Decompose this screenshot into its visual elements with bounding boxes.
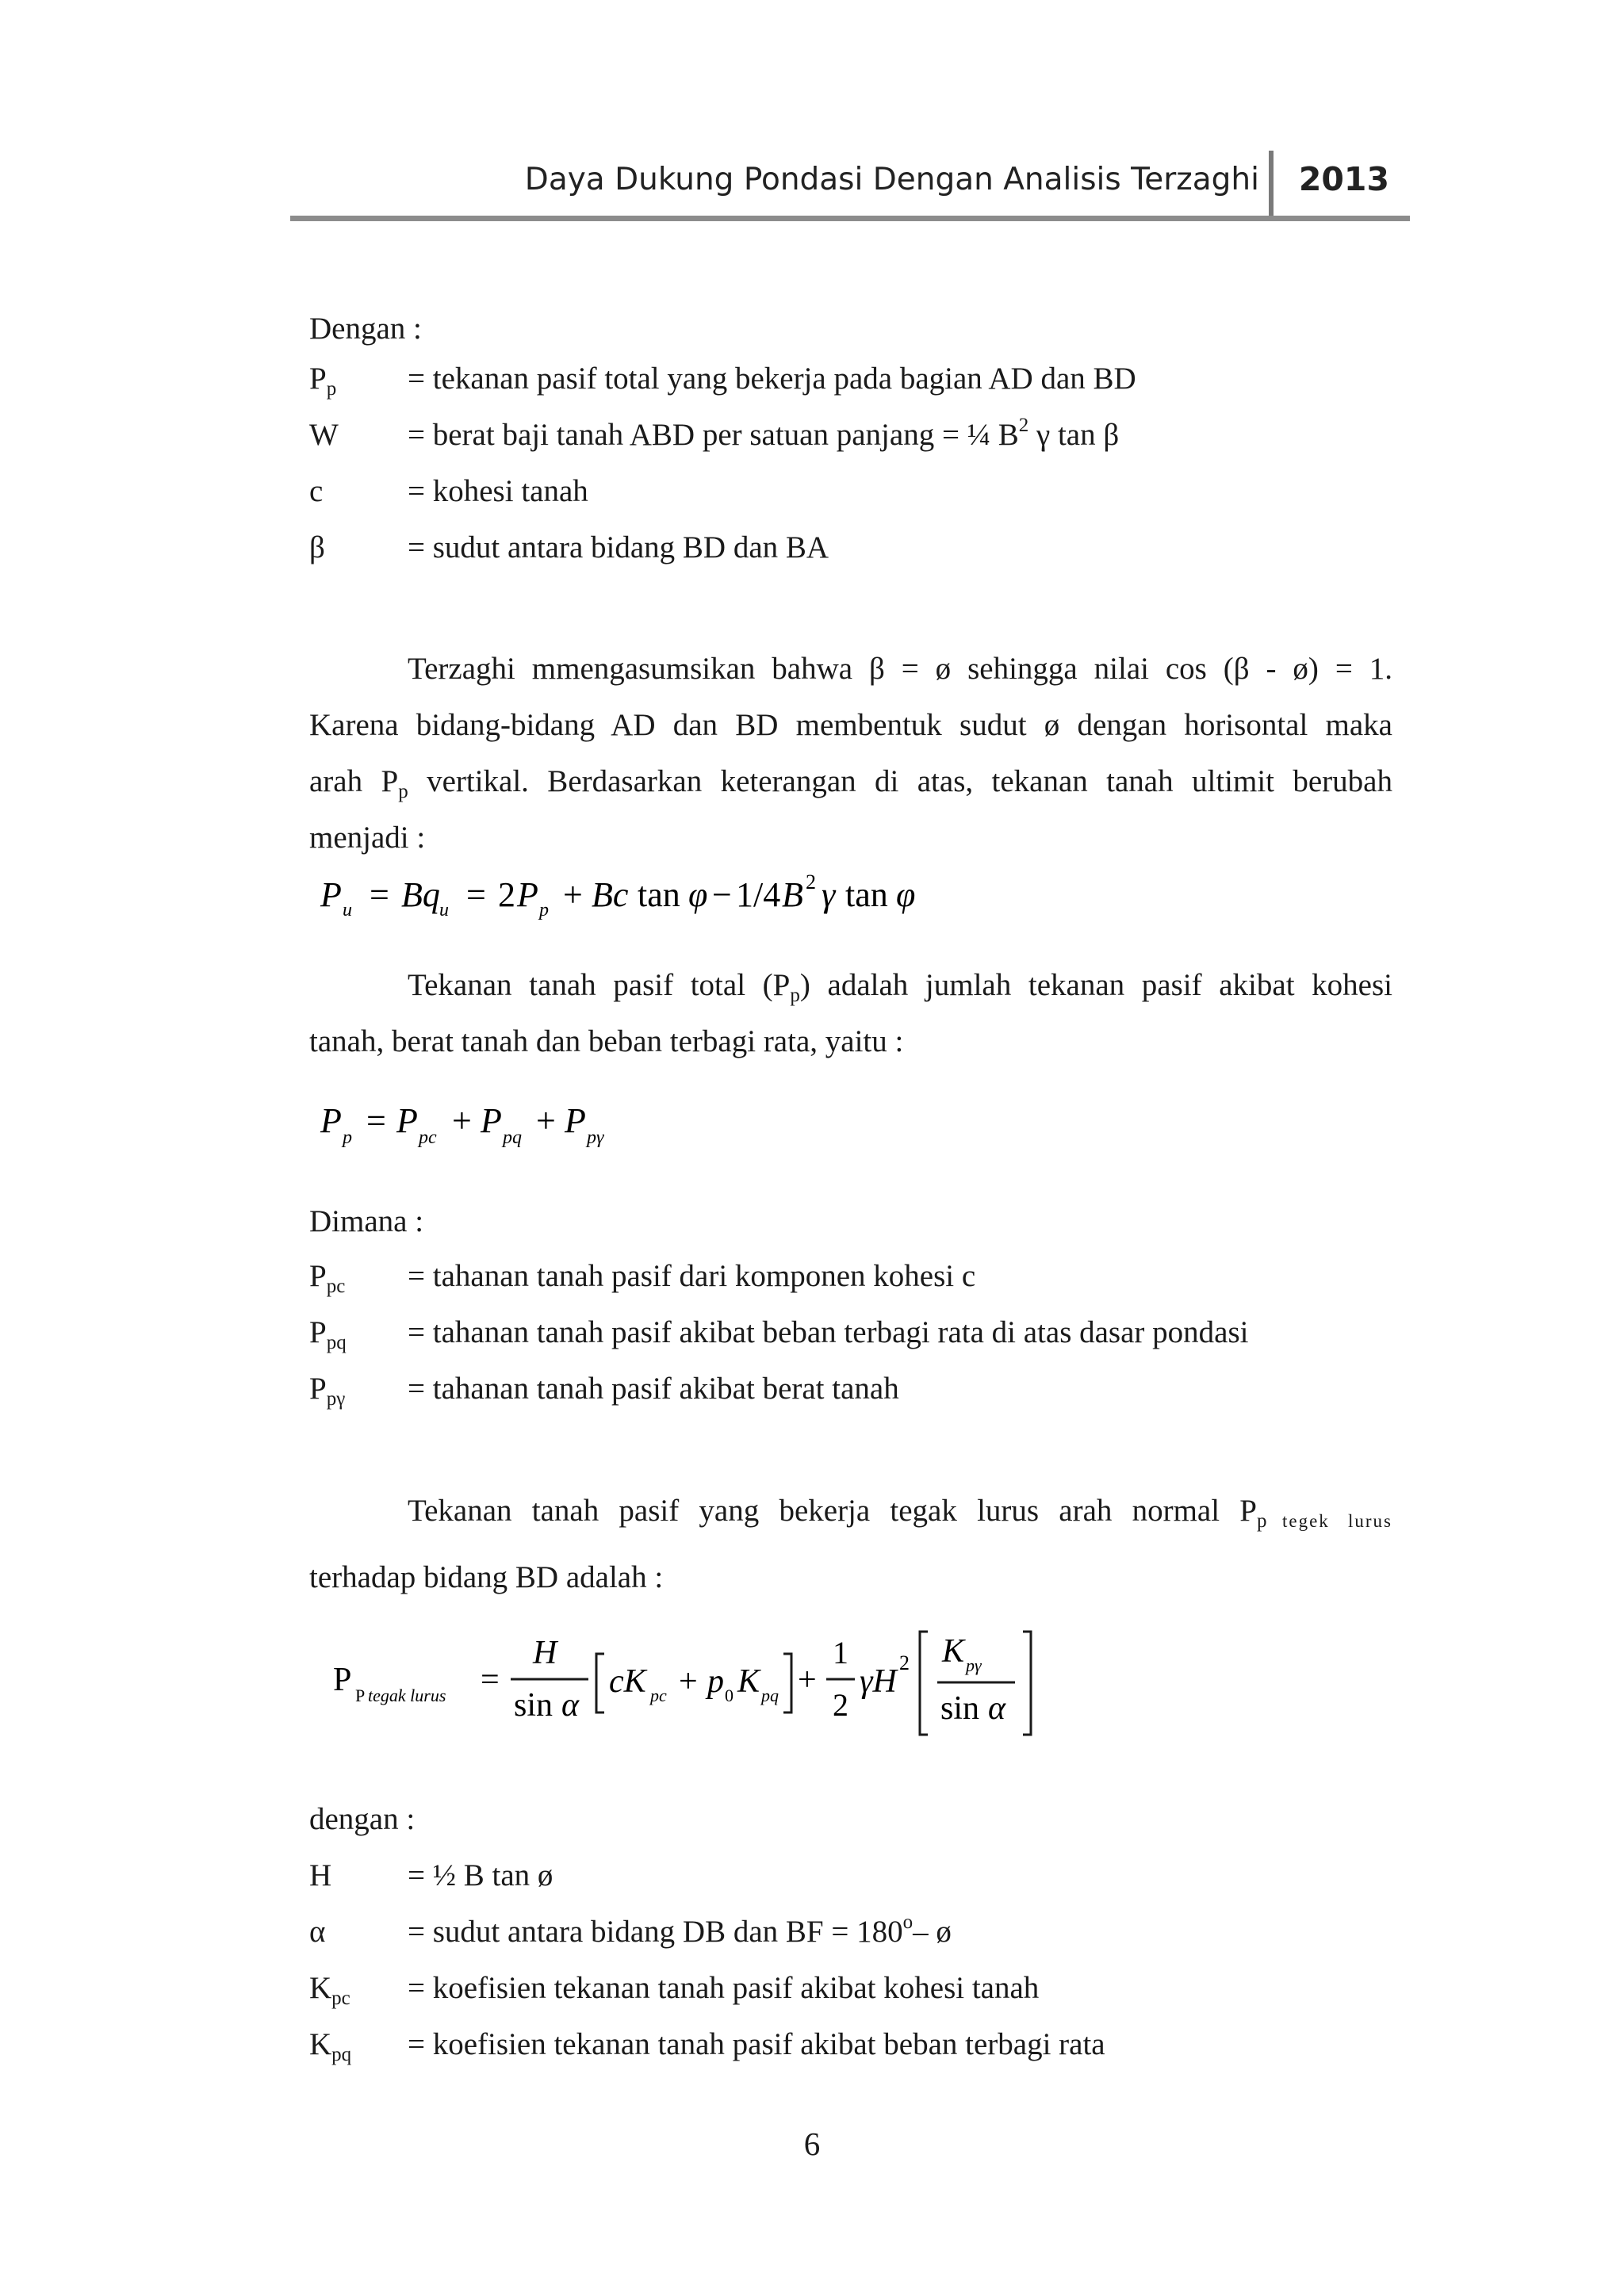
definition-text: = tekanan pasif total yang bekerja pada bagian AD dan BD bbox=[408, 362, 1136, 396]
paragraph-line: Tekanan tanah pasif yang bekerja tegak lurus arah normal $P_p$ $_{tegek lurus}$ bbox=[408, 1494, 1392, 1532]
svg-text:φ: φ bbox=[896, 875, 916, 914]
definition-symbol: $P_{pq}$ bbox=[309, 1315, 347, 1353]
paragraph-line: Terzaghi mmengasumsikan bahwa β = ø sehingga nilai cos (β - ø) = 1. bbox=[408, 652, 1392, 686]
svg-text:0: 0 bbox=[725, 1686, 733, 1705]
definition-symbol: H bbox=[309, 1858, 332, 1892]
paragraph-line: terhadap bidang BD adalah : bbox=[309, 1560, 664, 1594]
definition-text: = berat baji tanah ABD per satuan panjang = ¼ $B^2$ γ tan β bbox=[408, 415, 1120, 452]
svg-text:P: P bbox=[333, 1662, 352, 1698]
svg-text:pγ: pγ bbox=[966, 1655, 982, 1675]
section-lead: Dimana : bbox=[309, 1204, 424, 1238]
svg-text:sin: sin bbox=[940, 1690, 980, 1727]
svg-text:p: p bbox=[539, 900, 549, 920]
definition-symbol: α bbox=[309, 1915, 326, 1949]
svg-text:+: + bbox=[679, 1663, 698, 1700]
header-title: Daya Dukung Pondasi Dengan Analisis Terzaghi bbox=[524, 162, 1259, 197]
svg-text:P: P bbox=[396, 1101, 418, 1140]
svg-text:1/4: 1/4 bbox=[736, 875, 781, 914]
svg-text:K: K bbox=[942, 1633, 965, 1670]
header-rule bbox=[290, 216, 1410, 221]
svg-text:α: α bbox=[561, 1687, 580, 1724]
definition-symbol: $P_{p\gamma}$ bbox=[309, 1372, 346, 1410]
definition-symbol: $P_{pc}$ bbox=[309, 1259, 346, 1297]
svg-text:+: + bbox=[536, 1101, 556, 1140]
svg-text:cK: cK bbox=[609, 1663, 646, 1700]
svg-text:−: − bbox=[712, 875, 732, 914]
definition-text: = ½ B tan ø bbox=[408, 1858, 553, 1892]
definition-text: = tahanan tanah pasif akibat beban terbagi rata di atas dasar pondasi bbox=[408, 1315, 1249, 1349]
svg-text:=: = bbox=[481, 1662, 500, 1698]
svg-text:pq: pq bbox=[761, 1686, 779, 1705]
definition-symbol: $P_p$ bbox=[309, 362, 337, 400]
svg-text:φ: φ bbox=[688, 875, 708, 914]
svg-text:+: + bbox=[798, 1662, 817, 1698]
svg-text:2: 2 bbox=[498, 875, 515, 914]
equation-graphic bbox=[317, 868, 952, 932]
svg-text:α: α bbox=[988, 1690, 1006, 1727]
svg-text:pc: pc bbox=[419, 1127, 437, 1148]
paragraph-line: Karena bidang-bidang AD dan BD membentuk sudut ø dengan horisontal maka bbox=[309, 708, 1392, 742]
paragraph bbox=[309, 641, 1392, 866]
definition-text: = koefisien tekanan tanah pasif akibat kohesi tanah bbox=[408, 1971, 1040, 2005]
svg-text:+: + bbox=[452, 1101, 472, 1140]
section-lead: dengan : bbox=[309, 1802, 416, 1836]
svg-text:P: P bbox=[565, 1101, 586, 1140]
definition-text: = koefisien tekanan tanah pasif akibat beban terbagi rata bbox=[408, 2027, 1105, 2061]
svg-text:sin: sin bbox=[514, 1687, 553, 1724]
svg-text:=: = bbox=[370, 875, 389, 914]
svg-text:γ: γ bbox=[822, 875, 836, 914]
definition-text: = tahanan tanah pasif akibat berat tanah bbox=[408, 1372, 899, 1406]
svg-text:tan: tan bbox=[638, 875, 680, 914]
svg-text:1: 1 bbox=[833, 1635, 848, 1670]
svg-text:K: K bbox=[737, 1663, 760, 1700]
header-separator bbox=[1269, 151, 1274, 216]
svg-text:γH: γH bbox=[860, 1663, 897, 1700]
svg-text:P: P bbox=[320, 875, 342, 914]
page-number: 6 bbox=[803, 2126, 821, 2162]
equation-ultimate-pressure bbox=[317, 868, 952, 932]
svg-text:p: p bbox=[707, 1663, 724, 1700]
svg-text:pγ: pγ bbox=[587, 1127, 604, 1148]
svg-text:p: p bbox=[343, 1127, 352, 1148]
svg-text:P: P bbox=[517, 875, 538, 914]
svg-text:u: u bbox=[439, 900, 449, 920]
running-header bbox=[290, 151, 1410, 222]
svg-text:pc: pc bbox=[650, 1686, 667, 1705]
svg-text:Bc: Bc bbox=[592, 875, 629, 914]
definition-symbol: β bbox=[309, 530, 325, 564]
header-year: 2013 bbox=[1298, 160, 1389, 198]
svg-text:H: H bbox=[533, 1635, 557, 1671]
paragraph bbox=[309, 957, 1392, 1070]
svg-text:tegak lurus: tegak lurus bbox=[368, 1686, 446, 1705]
svg-text:+: + bbox=[563, 875, 583, 914]
paragraph bbox=[309, 1483, 1392, 1605]
definition-text: = kohesi tanah bbox=[408, 474, 588, 508]
svg-text:2: 2 bbox=[833, 1687, 848, 1723]
svg-text:B: B bbox=[782, 875, 803, 914]
definition-symbol: W bbox=[309, 418, 339, 452]
equation-graphic bbox=[317, 1094, 650, 1158]
definition-text: = sudut antara bidang DB dan BF = $180^o-$ ø bbox=[408, 1911, 952, 1949]
svg-text:tan: tan bbox=[845, 875, 888, 914]
svg-text:Bq: Bq bbox=[401, 875, 440, 914]
definition-symbol: c bbox=[309, 474, 324, 508]
svg-text:=: = bbox=[366, 1101, 386, 1140]
definition-text: = sudut antara bidang BD dan BA bbox=[408, 530, 829, 564]
svg-text:P: P bbox=[320, 1101, 342, 1140]
paragraph-line: Tekanan tanah pasif total $(P_p)$ adalah jumlah tekanan pasif akibat kohesi bbox=[408, 968, 1392, 1006]
svg-text:pq: pq bbox=[503, 1127, 522, 1148]
equation-graphic bbox=[331, 1617, 1085, 1744]
paragraph-line: tanah, berat tanah dan beban terbagi rata, yaitu : bbox=[309, 1024, 904, 1058]
definition-text: = tahanan tanah pasif dari komponen kohesi c bbox=[408, 1259, 976, 1293]
paragraph-line: arah $P_p$ vertikal. Berdasarkan keterangan di atas, tekanan tanah ultimit berubah bbox=[309, 764, 1392, 802]
svg-text:P: P bbox=[481, 1101, 502, 1140]
svg-text:=: = bbox=[466, 875, 486, 914]
svg-text:2: 2 bbox=[806, 871, 816, 894]
definition-symbol: $K_{pc}$ bbox=[309, 1971, 350, 2009]
equation-passive-normal bbox=[331, 1617, 1085, 1744]
section-lead: Dengan : bbox=[309, 312, 422, 346]
paragraph-line: menjadi : bbox=[309, 821, 426, 855]
definition-symbol: $K_{pq}$ bbox=[309, 2027, 352, 2065]
svg-text:u: u bbox=[343, 900, 352, 920]
svg-text:2: 2 bbox=[899, 1651, 910, 1674]
equation-passive-total bbox=[317, 1094, 650, 1158]
svg-text:P: P bbox=[355, 1686, 366, 1705]
